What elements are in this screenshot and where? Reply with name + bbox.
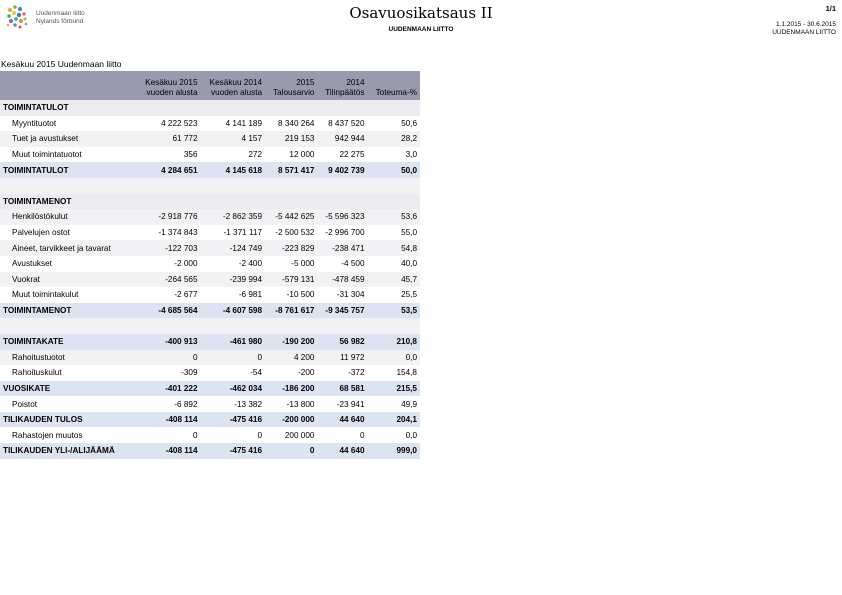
row-value [317,178,367,194]
table-header-row [0,71,420,100]
table-row [0,350,420,366]
table-row [0,194,420,210]
row-value: -2 500 532 [265,225,317,241]
period-organization: UUDENMAAN LIITTO [772,29,836,36]
row-value: 61 772 [136,131,201,147]
row-value: 12 000 [265,147,317,163]
row-value: 45,7 [368,272,420,288]
column-header: Toteuma-% [368,71,420,100]
row-value: -2 400 [201,256,266,272]
report-subtitle: UUDENMAAN LIITTO [388,26,454,33]
row-value: -239 994 [201,272,266,288]
row-value: 4 145 618 [201,162,266,178]
row-value: 28,2 [368,131,420,147]
table-row [0,303,420,319]
row-label: TILIKAUDEN YLI-/ALIJÄÄMÄ [0,443,136,459]
row-value: -8 761 617 [265,303,317,319]
row-value: 0,0 [368,427,420,443]
row-label [0,178,136,194]
row-label [0,318,136,334]
row-value: -10 500 [265,287,317,303]
row-value: -9 345 757 [317,303,367,319]
row-value: -4 500 [317,256,367,272]
row-value: 0 [136,350,201,366]
table-row [0,412,420,428]
row-value: 49,9 [368,396,420,412]
row-value: 204,1 [368,412,420,428]
row-value: -401 222 [136,381,201,397]
row-value: 272 [201,147,266,163]
row-label: VUOSIKATE [0,381,136,397]
row-value: 56 982 [317,334,367,350]
row-value: -2 862 359 [201,209,266,225]
row-value: -200 000 [265,412,317,428]
table-row [0,209,420,225]
row-label: TOIMINTATULOT [0,162,136,178]
row-value: -309 [136,365,201,381]
row-value [317,194,367,210]
row-label: TOIMINTAKATE [0,334,136,350]
row-label: TOIMINTATULOT [0,100,136,116]
row-label: Avustukset [0,256,136,272]
row-value: 8 437 520 [317,116,367,132]
row-value: 0 [136,427,201,443]
row-value: 4 200 [265,350,317,366]
row-value: 4 141 189 [201,116,266,132]
row-label: Muut toimintatuotot [0,147,136,163]
row-value: 0,0 [368,350,420,366]
row-value [201,194,266,210]
row-value: -462 034 [201,381,266,397]
row-value [201,318,266,334]
column-header: Kesäkuu 2014 vuoden alusta [201,71,266,100]
row-value: 0 [317,427,367,443]
row-value [265,194,317,210]
row-value: -31 304 [317,287,367,303]
row-label: Henkilöstökulut [0,209,136,225]
row-value: -1 374 843 [136,225,201,241]
row-value: -5 442 625 [265,209,317,225]
row-value: 215,5 [368,381,420,397]
row-value: -4 685 564 [136,303,201,319]
row-label: Rahastojen muutos [0,427,136,443]
row-value: -13 800 [265,396,317,412]
column-header-label [0,71,136,100]
row-value: 154,8 [368,365,420,381]
row-value: 68 581 [317,381,367,397]
table-row [0,178,420,194]
table-row [0,287,420,303]
row-value: -372 [317,365,367,381]
table-row [0,272,420,288]
row-value [265,318,317,334]
table-row [0,334,420,350]
row-value [136,194,201,210]
row-value: 356 [136,147,201,163]
row-value: -13 382 [201,396,266,412]
row-value: -1 371 117 [201,225,266,241]
row-value: -400 913 [136,334,201,350]
row-value: 40,0 [368,256,420,272]
table-body [0,100,420,459]
row-value: 0 [265,443,317,459]
column-header: Kesäkuu 2015 vuoden alusta [136,71,201,100]
row-value: 999,0 [368,443,420,459]
row-value: -5 000 [265,256,317,272]
row-value [136,178,201,194]
row-value [368,194,420,210]
row-value: 4 222 523 [136,116,201,132]
table-caption: Kesäkuu 2015 Uudenmaan liitto [1,59,122,69]
row-value: 53,6 [368,209,420,225]
row-value: -186 200 [265,381,317,397]
row-value: 50,6 [368,116,420,132]
row-value: 8 340 264 [265,116,317,132]
row-value: 210,8 [368,334,420,350]
table-row [0,147,420,163]
row-label: Palvelujen ostot [0,225,136,241]
table-row [0,381,420,397]
table-row [0,116,420,132]
row-value [368,178,420,194]
row-value: -475 416 [201,412,266,428]
report-title: Osavuosikatsaus II [349,4,493,22]
row-value: -408 114 [136,443,201,459]
row-value: -475 416 [201,443,266,459]
row-value: -23 941 [317,396,367,412]
row-value: 0 [201,427,266,443]
row-value: 219 153 [265,131,317,147]
report-period [772,21,836,37]
row-value: 4 157 [201,131,266,147]
column-header: 2015 Talousarvio [265,71,317,100]
row-value [265,178,317,194]
table-row [0,162,420,178]
table-row [0,365,420,381]
row-value: 3,0 [368,147,420,163]
row-value: 54,8 [368,240,420,256]
row-value [317,318,367,334]
row-value: -122 703 [136,240,201,256]
row-value: -2 677 [136,287,201,303]
row-value: -54 [201,365,266,381]
row-value: -5 596 323 [317,209,367,225]
table-row [0,240,420,256]
row-label: Tuet ja avustukset [0,131,136,147]
row-value: -6 892 [136,396,201,412]
table-row [0,225,420,241]
row-value: 53,5 [368,303,420,319]
period-range: 1.1.2015 - 30.6.2015 [776,21,836,28]
row-label: Muut toimintakulut [0,287,136,303]
org-name-line1: Uudenmaan liitto [36,10,85,17]
row-value: -200 [265,365,317,381]
row-value: 4 284 651 [136,162,201,178]
row-value: -2 918 776 [136,209,201,225]
row-value: 8 571 417 [265,162,317,178]
row-value: -2 000 [136,256,201,272]
row-value: -264 565 [136,272,201,288]
page-number: 1/1 [825,4,836,13]
row-label: TOIMINTAMENOT [0,303,136,319]
row-value [201,178,266,194]
table-row [0,427,420,443]
row-label: Poistot [0,396,136,412]
row-value [201,100,266,116]
row-label: Aineet, tarvikkeet ja tavarat [0,240,136,256]
row-value: -223 829 [265,240,317,256]
row-label: Rahoituskulut [0,365,136,381]
table-row [0,131,420,147]
table-row [0,396,420,412]
row-value: 50,0 [368,162,420,178]
row-value: 0 [201,350,266,366]
row-label: Rahoitustuotot [0,350,136,366]
row-value [368,100,420,116]
row-value [368,318,420,334]
row-value: -124 749 [201,240,266,256]
row-value: -190 200 [265,334,317,350]
row-label: TILIKAUDEN TULOS [0,412,136,428]
row-label: TOIMINTAMENOT [0,194,136,210]
row-value: -478 459 [317,272,367,288]
column-header: 2014 Tilinpäätös [317,71,367,100]
row-value: 44 640 [317,443,367,459]
row-value: -238 471 [317,240,367,256]
table-row [0,443,420,459]
table-row [0,318,420,334]
row-value: -408 114 [136,412,201,428]
table-row [0,256,420,272]
row-label: Myyntituotot [0,116,136,132]
row-value: 55,0 [368,225,420,241]
row-label: Vuokrat [0,272,136,288]
row-value: -6 981 [201,287,266,303]
row-value [136,318,201,334]
row-value: -2 996 700 [317,225,367,241]
row-value: 200 000 [265,427,317,443]
row-value: 11 972 [317,350,367,366]
table-row [0,100,420,116]
row-value: 25,5 [368,287,420,303]
row-value [265,100,317,116]
row-value: 22 275 [317,147,367,163]
row-value: 9 402 739 [317,162,367,178]
row-value: -579 131 [265,272,317,288]
financial-table [0,71,420,459]
row-value [317,100,367,116]
row-value: 44 640 [317,412,367,428]
row-value [136,100,201,116]
row-value: -4 607 598 [201,303,266,319]
row-value: 942 944 [317,131,367,147]
row-value: -461 980 [201,334,266,350]
org-name-line2: Nylands förbund [36,18,84,25]
